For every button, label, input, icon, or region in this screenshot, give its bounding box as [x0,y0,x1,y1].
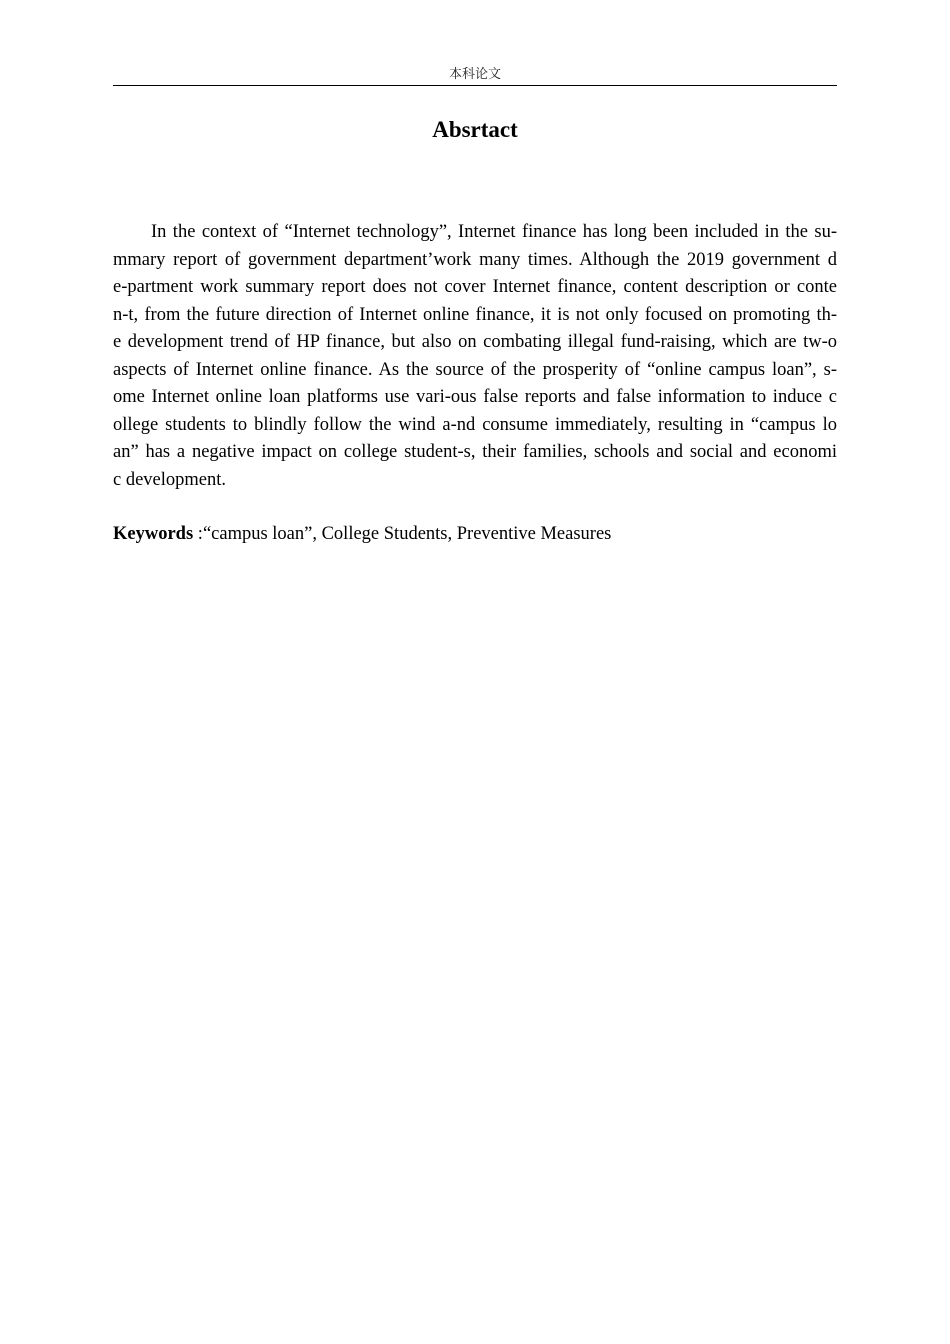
abstract-line: c development. [113,469,227,490]
running-header: 本科论文 [448,67,501,82]
abstract-line: aspects of Internet online finance. As the source of the prosperity of “online campus loan”, s- [113,359,837,380]
header-rule [113,85,837,86]
abstract-line: an” has a negative impact on college student-s, their families, schools and social and economi [113,442,837,462]
abstract-line: ome Internet online loan platforms use vari-ous false reports and false information to induce c [113,387,837,407]
abstract-line: n-t, from the future direction of Internet online finance, it is not only focused on promoting th- [113,304,837,325]
abstract-title: Absrtact [432,117,518,142]
abstract-line: e-partment work summary report does not cover Internet finance, content description or conte [113,277,837,297]
abstract-paragraph [113,219,837,494]
keywords-separator: : [193,524,203,544]
keywords-line [113,521,837,549]
keywords-text: “campus loan”, College Students, Preventive Measures [202,524,612,544]
abstract-line: In the context of “Internet technology”, Internet finance has long been included in the su- [151,222,837,242]
abstract-line: mmary report of government department’work many times. Although the 2019 government d [113,249,837,270]
keywords-label: Keywords [113,524,194,544]
abstract-line: e development trend of HP finance, but also on combating illegal fund-raising, which are tw-o [113,332,837,352]
abstract-line: ollege students to blindly follow the wind a-nd consume immediately, resulting in “campus lo [113,414,837,435]
